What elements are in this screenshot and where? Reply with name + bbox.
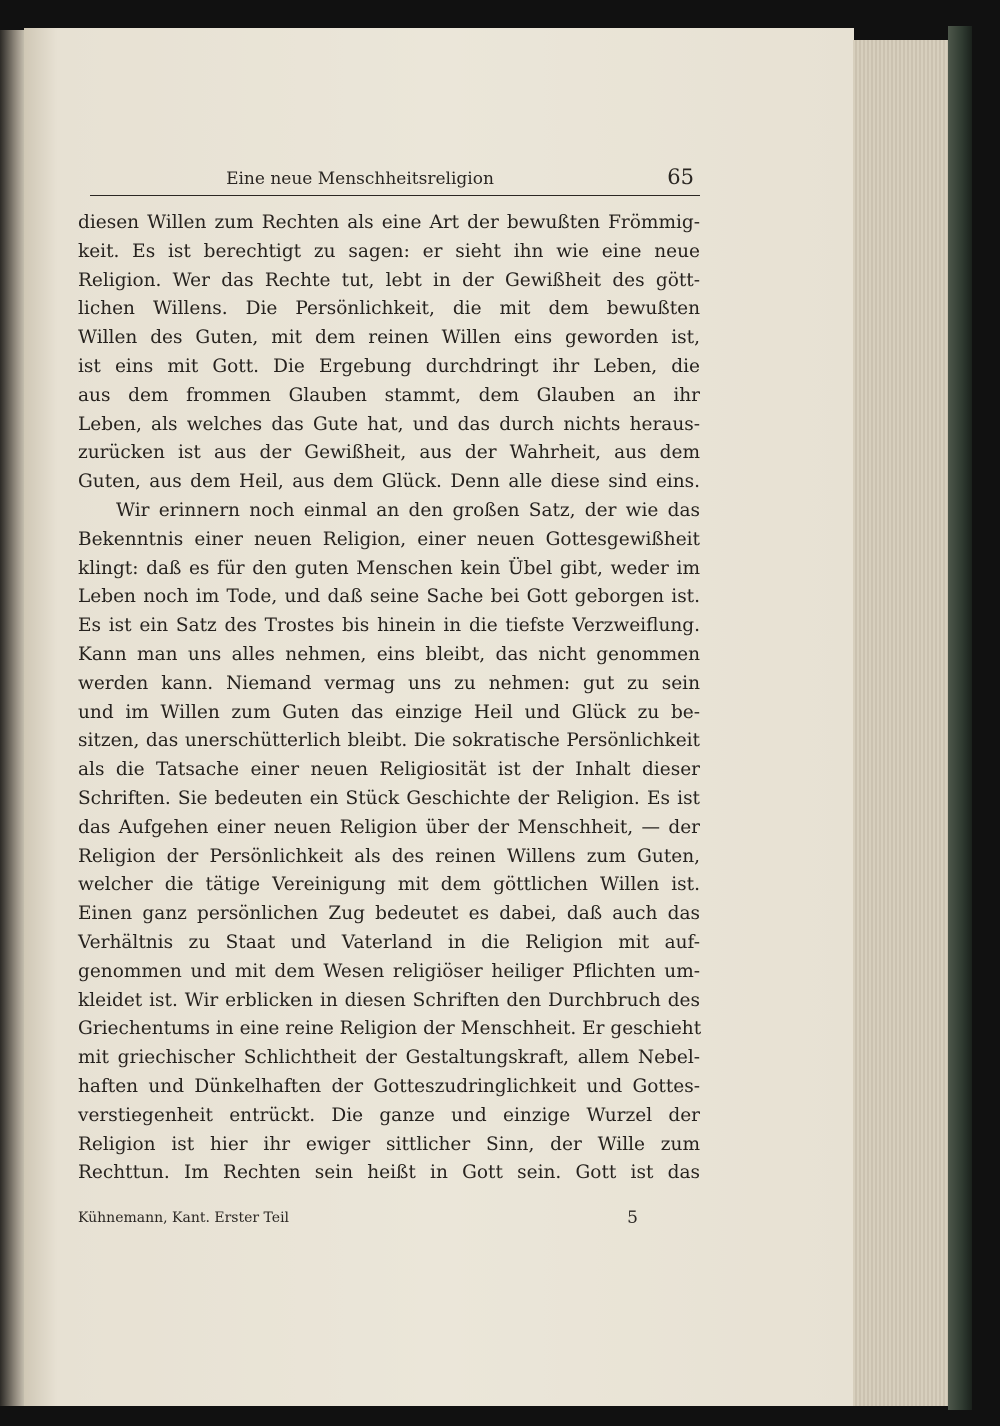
text-line: sitzen, das unerschütterlich bleibt. Die sokratische Persönlichkeit — [78, 730, 700, 752]
text-line: Willen des Guten, mit dem reinen Willen eins geworden ist, — [78, 327, 700, 349]
text-line: und im Willen zum Guten das einzige Heil und Glück zu be- — [78, 701, 700, 723]
left-page-edge — [0, 30, 26, 1406]
page-footer — [78, 1208, 638, 1234]
text-line: zurücken ist aus der Gewißheit, aus der Wahrheit, aus dem — [78, 442, 700, 464]
text-line: Religion der Persönlichkeit als des reinen Willens zum Guten, — [78, 845, 700, 867]
page-block-edges — [853, 40, 953, 1406]
text-line: Bekenntnis einer neuen Religion, einer neuen Gottesgewißheit — [78, 528, 700, 550]
text-line: Guten, aus dem Heil, aus dem Glück. Denn alle diese sind eins. — [78, 471, 700, 493]
running-head — [90, 163, 700, 196]
text-line: verstiegenheit entrückt. Die ganze und einzige Wurzel der — [78, 1104, 700, 1126]
text-line: mit griechischer Schlichtheit der Gestaltungskraft, allem Nebel- — [78, 1047, 700, 1069]
text-line: diesen Willen zum Rechten als eine Art der bewußten Frömmig- — [78, 212, 700, 233]
text-line: Leben noch im Tode, und daß seine Sache bei Gott geborgen ist. — [78, 586, 700, 608]
book-cover — [948, 26, 972, 1410]
text-line: Kann man uns alles nehmen, eins bleibt, das nicht genommen — [78, 643, 700, 665]
signature-mark: 5 — [627, 1208, 638, 1228]
text-line: Rechttun. Im Rechten sein heißt in Gott sein. Gott ist das — [78, 1162, 700, 1184]
text-line: haften und Dünkelhaften der Gotteszudringlichkeit und Gottes- — [78, 1075, 700, 1097]
text-line: Schriften. Sie bedeuten ein Stück Geschichte der Religion. Es ist — [78, 787, 700, 809]
text-line: ist eins mit Gott. Die Ergebung durchdringt ihr Leben, die — [78, 355, 700, 377]
text-line: aus dem frommen Glauben stammt, dem Glauben an ihr — [78, 384, 700, 406]
body-text — [78, 209, 700, 1188]
text-line: Wir erinnern noch einmal an den großen Satz, der wie das — [116, 499, 700, 521]
text-line: Einen ganz persönlichen Zug bedeutet es dabei, daß auch das — [78, 903, 700, 925]
text-line: das Aufgehen einer neuen Religion über der Menschheit, — der — [78, 816, 700, 838]
text-line: welcher die tätige Vereinigung mit dem göttlichen Willen ist. — [78, 874, 700, 896]
text-line: keit. Es ist berechtigt zu sagen: er sieht ihn wie eine neue — [78, 240, 700, 262]
running-title: Eine neue Menschheitsreligion — [226, 169, 494, 189]
text-line: Religion ist hier ihr ewiger sittlicher Sinn, der Wille zum — [78, 1133, 700, 1155]
text-line: werden kann. Niemand vermag uns zu nehmen: gut zu sein — [78, 672, 700, 694]
text-line: klingt: daß es für den guten Menschen kein Übel gibt, weder im — [78, 557, 700, 579]
text-line: Leben, als welches das Gute hat, und das durch nichts heraus- — [78, 413, 700, 435]
footer-author-line: Kühnemann, Kant. Erster Teil — [78, 1210, 290, 1226]
text-line: kleidet ist. Wir erblicken in diesen Schriften den Durchbruch des — [78, 989, 700, 1011]
text-line: Griechentums in eine reine Religion der Menschheit. Er geschieht — [78, 1018, 702, 1040]
page-number: 65 — [667, 165, 694, 189]
text-line: Verhältnis zu Staat und Vaterland in die Religion mit auf- — [78, 931, 700, 953]
text-line: lichen Willens. Die Persönlichkeit, die mit dem bewußten — [78, 298, 700, 320]
text-line: Religion. Wer das Rechte tut, lebt in der Gewißheit des gött- — [78, 269, 700, 291]
text-line: genommen und mit dem Wesen religiöser heiliger Pflichten um- — [78, 960, 700, 982]
text-line: Es ist ein Satz des Trostes bis hinein in die tiefste Verzweiflung. — [78, 615, 700, 637]
text-line: als die Tatsache einer neuen Religiosität ist der Inhalt dieser — [78, 759, 700, 781]
